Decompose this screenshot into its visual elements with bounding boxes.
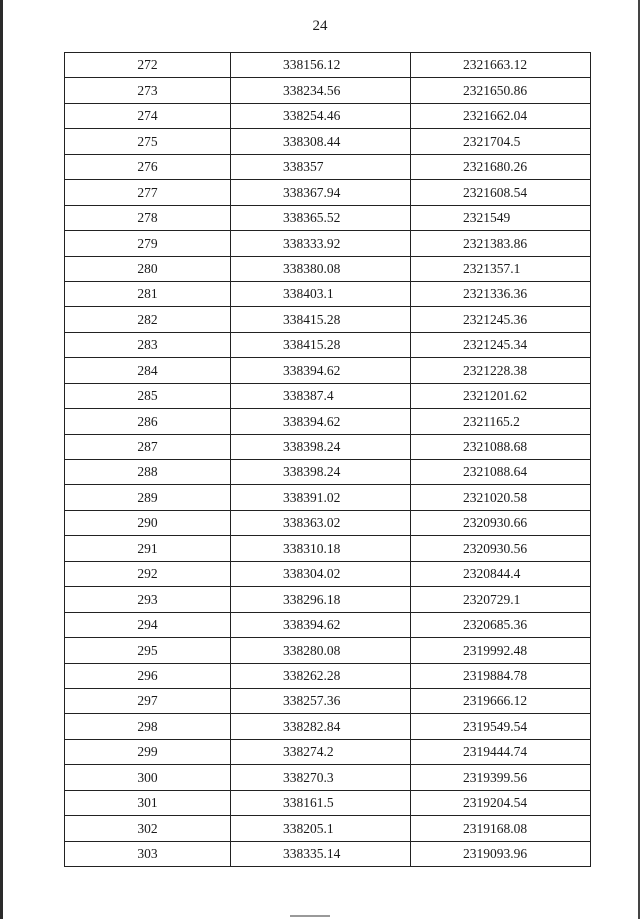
y-coordinate-cell: 2319093.96 xyxy=(411,841,591,866)
x-coordinate-cell: 338398.24 xyxy=(231,434,411,459)
x-coordinate-cell: 338357 xyxy=(231,154,411,179)
y-coordinate-cell: 2319549.54 xyxy=(411,714,591,739)
y-coordinate-cell: 2321228.38 xyxy=(411,358,591,383)
page-number: 24 xyxy=(312,18,328,34)
point-number-cell: 292 xyxy=(65,561,231,586)
point-number-cell: 280 xyxy=(65,256,231,281)
point-number-cell: 279 xyxy=(65,231,231,256)
point-number-cell: 297 xyxy=(65,688,231,713)
table-row xyxy=(65,841,591,866)
table-row xyxy=(65,434,591,459)
point-number-cell: 285 xyxy=(65,383,231,408)
x-coordinate-cell: 338254.46 xyxy=(231,103,411,128)
table-row xyxy=(65,103,591,128)
table-row xyxy=(65,154,591,179)
y-coordinate-cell: 2321088.64 xyxy=(411,460,591,485)
point-number-cell: 284 xyxy=(65,358,231,383)
scan-artifact-mark xyxy=(290,915,330,917)
point-number-cell: 274 xyxy=(65,103,231,128)
y-coordinate-cell: 2321245.36 xyxy=(411,307,591,332)
x-coordinate-cell: 338156.12 xyxy=(231,53,411,78)
y-coordinate-cell: 2321336.36 xyxy=(411,281,591,306)
point-number-cell: 283 xyxy=(65,332,231,357)
x-coordinate-cell: 338380.08 xyxy=(231,256,411,281)
point-number-cell: 291 xyxy=(65,536,231,561)
page-edge-left xyxy=(0,0,3,919)
point-number-cell: 278 xyxy=(65,205,231,230)
point-number-cell: 289 xyxy=(65,485,231,510)
x-coordinate-cell: 338205.1 xyxy=(231,816,411,841)
x-coordinate-cell: 338257.36 xyxy=(231,688,411,713)
x-coordinate-cell: 338333.92 xyxy=(231,231,411,256)
point-number-cell: 282 xyxy=(65,307,231,332)
y-coordinate-cell: 2321704.5 xyxy=(411,129,591,154)
x-coordinate-cell: 338270.3 xyxy=(231,765,411,790)
point-number-cell: 301 xyxy=(65,790,231,815)
table-row xyxy=(65,612,591,637)
table-row xyxy=(65,460,591,485)
table-row xyxy=(65,78,591,103)
y-coordinate-cell: 2321650.86 xyxy=(411,78,591,103)
table-row xyxy=(65,256,591,281)
y-coordinate-cell: 2321662.04 xyxy=(411,103,591,128)
x-coordinate-cell: 338367.94 xyxy=(231,180,411,205)
table-row xyxy=(65,536,591,561)
x-coordinate-cell: 338415.28 xyxy=(231,332,411,357)
y-coordinate-cell: 2319399.56 xyxy=(411,765,591,790)
coordinates-table xyxy=(64,52,591,867)
point-number-cell: 277 xyxy=(65,180,231,205)
table-row xyxy=(65,307,591,332)
y-coordinate-cell: 2319444.74 xyxy=(411,739,591,764)
point-number-cell: 303 xyxy=(65,841,231,866)
table-row xyxy=(65,638,591,663)
point-number-cell: 290 xyxy=(65,510,231,535)
point-number-cell: 276 xyxy=(65,154,231,179)
y-coordinate-cell: 2319204.54 xyxy=(411,790,591,815)
y-coordinate-cell: 2321357.1 xyxy=(411,256,591,281)
point-number-cell: 272 xyxy=(65,53,231,78)
y-coordinate-cell: 2319666.12 xyxy=(411,688,591,713)
x-coordinate-cell: 338365.52 xyxy=(231,205,411,230)
y-coordinate-cell: 2321201.62 xyxy=(411,383,591,408)
x-coordinate-cell: 338394.62 xyxy=(231,409,411,434)
point-number-cell: 294 xyxy=(65,612,231,637)
point-number-cell: 286 xyxy=(65,409,231,434)
y-coordinate-cell: 2320685.36 xyxy=(411,612,591,637)
point-number-cell: 288 xyxy=(65,460,231,485)
x-coordinate-cell: 338335.14 xyxy=(231,841,411,866)
y-coordinate-cell: 2321680.26 xyxy=(411,154,591,179)
table-row xyxy=(65,510,591,535)
point-number-cell: 302 xyxy=(65,816,231,841)
point-number-cell: 281 xyxy=(65,281,231,306)
table-row xyxy=(65,765,591,790)
x-coordinate-cell: 338398.24 xyxy=(231,460,411,485)
y-coordinate-cell: 2321245.34 xyxy=(411,332,591,357)
x-coordinate-cell: 338282.84 xyxy=(231,714,411,739)
point-number-cell: 293 xyxy=(65,587,231,612)
y-coordinate-cell: 2321165.2 xyxy=(411,409,591,434)
table-row xyxy=(65,180,591,205)
table-row xyxy=(65,383,591,408)
x-coordinate-cell: 338387.4 xyxy=(231,383,411,408)
x-coordinate-cell: 338308.44 xyxy=(231,129,411,154)
y-coordinate-cell: 2321663.12 xyxy=(411,53,591,78)
y-coordinate-cell: 2320729.1 xyxy=(411,587,591,612)
point-number-cell: 296 xyxy=(65,663,231,688)
y-coordinate-cell: 2320844.4 xyxy=(411,561,591,586)
table-row xyxy=(65,53,591,78)
x-coordinate-cell: 338296.18 xyxy=(231,587,411,612)
table-row xyxy=(65,663,591,688)
y-coordinate-cell: 2321088.68 xyxy=(411,434,591,459)
y-coordinate-cell: 2321608.54 xyxy=(411,180,591,205)
x-coordinate-cell: 338363.02 xyxy=(231,510,411,535)
y-coordinate-cell: 2319992.48 xyxy=(411,638,591,663)
x-coordinate-cell: 338415.28 xyxy=(231,307,411,332)
table-row xyxy=(65,358,591,383)
x-coordinate-cell: 338280.08 xyxy=(231,638,411,663)
point-number-cell: 300 xyxy=(65,765,231,790)
y-coordinate-cell: 2321020.58 xyxy=(411,485,591,510)
y-coordinate-cell: 2319884.78 xyxy=(411,663,591,688)
table-row xyxy=(65,332,591,357)
x-coordinate-cell: 338161.5 xyxy=(231,790,411,815)
table-row xyxy=(65,587,591,612)
y-coordinate-cell: 2320930.66 xyxy=(411,510,591,535)
point-number-cell: 298 xyxy=(65,714,231,739)
table-row xyxy=(65,281,591,306)
point-number-cell: 295 xyxy=(65,638,231,663)
y-coordinate-cell: 2319168.08 xyxy=(411,816,591,841)
table-row xyxy=(65,714,591,739)
y-coordinate-cell: 2321549 xyxy=(411,205,591,230)
table-row xyxy=(65,205,591,230)
point-number-cell: 299 xyxy=(65,739,231,764)
table-row xyxy=(65,739,591,764)
x-coordinate-cell: 338310.18 xyxy=(231,536,411,561)
point-number-cell: 287 xyxy=(65,434,231,459)
table-row xyxy=(65,485,591,510)
table-row xyxy=(65,129,591,154)
x-coordinate-cell: 338394.62 xyxy=(231,612,411,637)
table-row xyxy=(65,561,591,586)
x-coordinate-cell: 338262.28 xyxy=(231,663,411,688)
coordinates-table-body xyxy=(65,53,591,867)
point-number-cell: 275 xyxy=(65,129,231,154)
table-row xyxy=(65,688,591,713)
x-coordinate-cell: 338234.56 xyxy=(231,78,411,103)
x-coordinate-cell: 338391.02 xyxy=(231,485,411,510)
x-coordinate-cell: 338304.02 xyxy=(231,561,411,586)
table-row xyxy=(65,790,591,815)
y-coordinate-cell: 2320930.56 xyxy=(411,536,591,561)
table-row xyxy=(65,816,591,841)
x-coordinate-cell: 338394.62 xyxy=(231,358,411,383)
x-coordinate-cell: 338403.1 xyxy=(231,281,411,306)
table-row xyxy=(65,409,591,434)
x-coordinate-cell: 338274.2 xyxy=(231,739,411,764)
point-number-cell: 273 xyxy=(65,78,231,103)
y-coordinate-cell: 2321383.86 xyxy=(411,231,591,256)
table-row xyxy=(65,231,591,256)
